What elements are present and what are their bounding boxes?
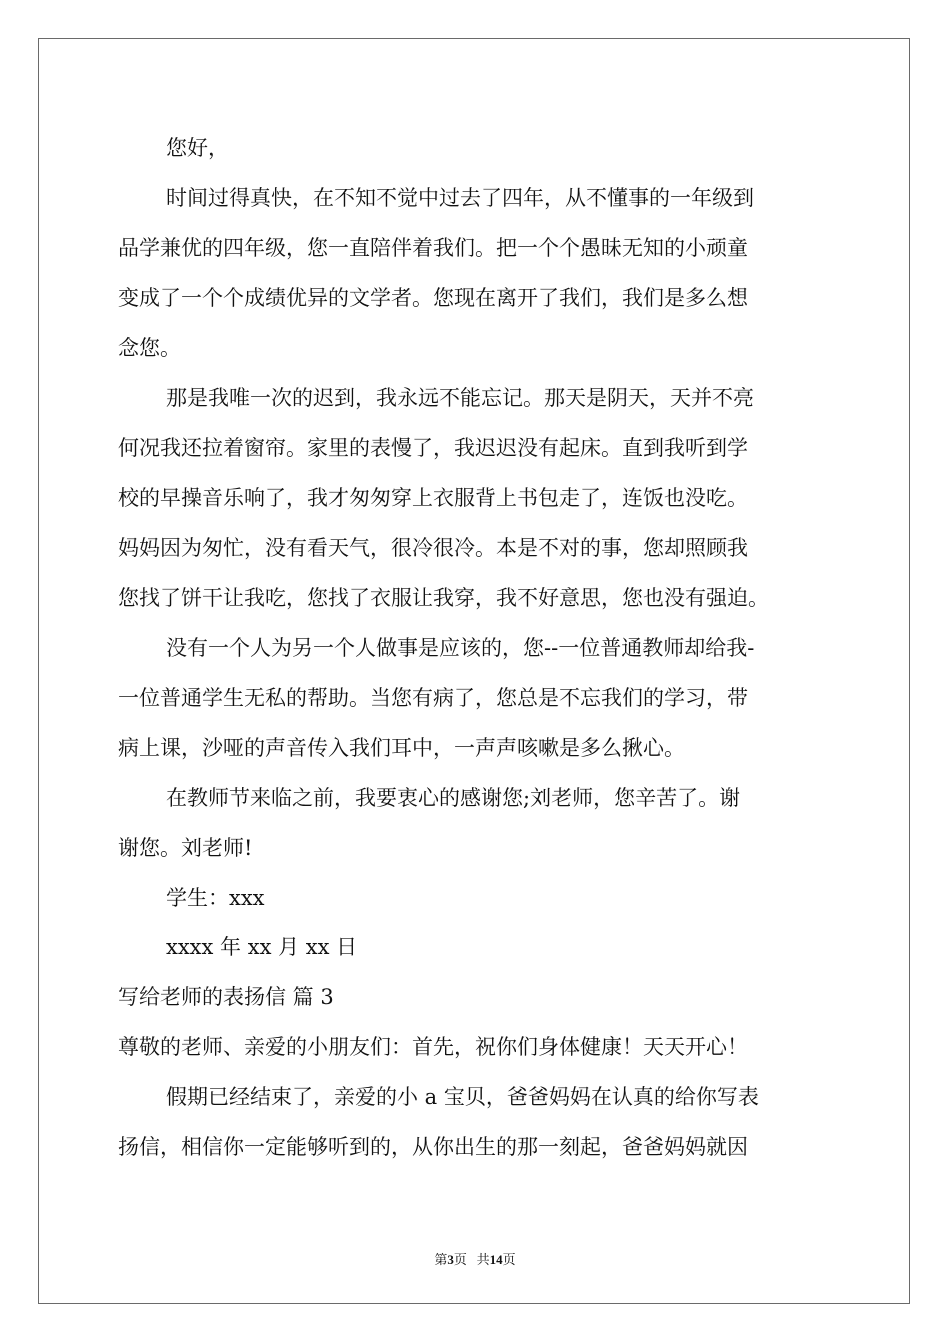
body-line: 念您。 xyxy=(118,336,181,360)
body-line: 没有一个人为另一个人做事是应该的，您--一位普通教师却给我- xyxy=(166,636,755,660)
date-line: xxxx 年 xx 月 xx 日 xyxy=(166,935,358,959)
body-line: 校的早操音乐响了，我才匆匆穿上衣服背上书包走了，连饭也没吃。 xyxy=(118,486,748,510)
body-line: 变成了一个个成绩优异的文学者。您现在离开了我们，我们是多么想 xyxy=(118,286,748,310)
body-line: 病上课，沙哑的声音传入我们耳中，一声声咳嗽是多么揪心。 xyxy=(118,736,685,760)
footer-current-page: 3 xyxy=(447,1252,454,1267)
body-line: 品学兼优的四年级，您一直陪伴着我们。把一个个愚昧无知的小顽童 xyxy=(118,236,748,260)
body-line: 扬信，相信你一定能够听到的，从你出生的那一刻起，爸爸妈妈就因 xyxy=(118,1135,748,1159)
greeting-line: 您好， xyxy=(166,136,229,160)
body-line: 假期已经结束了，亲爱的小 a 宝贝，爸爸妈妈在认真的给你写表 xyxy=(166,1085,759,1109)
page-footer xyxy=(0,1249,950,1268)
body-line: 那是我唯一次的迟到，我永远不能忘记。那天是阴天，天并不亮 xyxy=(166,386,754,410)
body-line: 何况我还拉着窗帘。家里的表慢了，我迟迟没有起床。直到我听到学 xyxy=(118,436,748,460)
body-line: 妈妈因为匆忙，没有看天气，很冷很冷。本是不对的事，您却照顾我 xyxy=(118,536,748,560)
footer-suffix: 页 xyxy=(502,1252,516,1267)
body-line: 您找了饼干让我吃，您找了衣服让我穿，我不好意思，您也没有强迫。 xyxy=(118,586,769,610)
body-line: 谢您。刘老师! xyxy=(118,836,253,860)
footer-mid: 页 共 xyxy=(453,1252,490,1267)
body-line: 在教师节来临之前，我要衷心的感谢您;刘老师，您辛苦了。谢 xyxy=(166,786,741,810)
footer-total-pages: 14 xyxy=(489,1252,503,1267)
body-line: 一位普通学生无私的帮助。当您有病了，您总是不忘我们的学习，带 xyxy=(118,686,748,710)
section-heading: 写给老师的表扬信 篇 3 xyxy=(118,985,334,1009)
footer-prefix: 第 xyxy=(434,1252,448,1267)
signature-line: 学生：xxx xyxy=(166,886,265,910)
page-border xyxy=(38,38,910,1304)
salutation-line: 尊敬的老师、亲爱的小朋友们：首先，祝你们身体健康！天天开心！ xyxy=(118,1035,748,1059)
body-line: 时间过得真快，在不知不觉中过去了四年，从不懂事的一年级到 xyxy=(166,186,754,210)
